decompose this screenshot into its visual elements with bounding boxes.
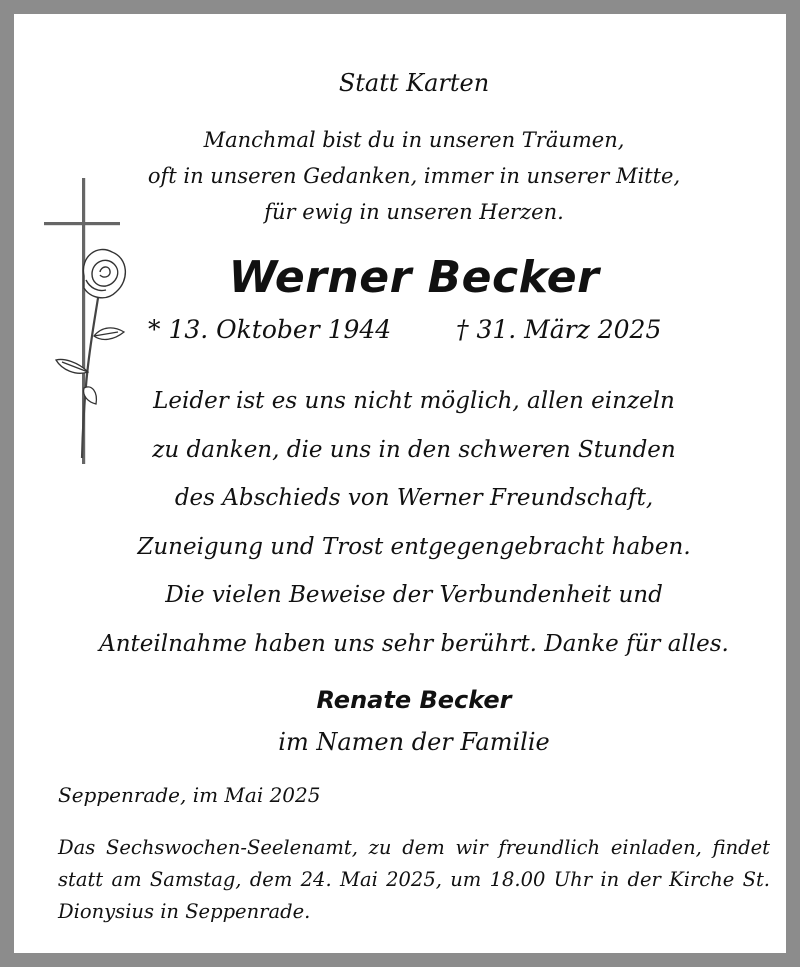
- deceased-name: Werner Becker: [228, 252, 600, 303]
- poem-line: für ewig in unseren Herzen.: [264, 200, 564, 224]
- place-date: Seppenrade, im Mai 2025: [58, 783, 321, 807]
- message-line: Zuneigung und Trost entgegengebracht haben.: [137, 533, 691, 560]
- message-line: Anteilnahme haben uns sehr berührt. Danke für alles.: [99, 630, 729, 657]
- signer-subline: im Namen der Familie: [278, 728, 550, 756]
- message-line: des Abschieds von Werner Freundschaft,: [174, 485, 654, 511]
- message-line: Leider ist es uns nicht möglich, allen einzeln: [153, 388, 675, 414]
- header-text: Statt Karten: [338, 69, 490, 97]
- signer-name: Renate Becker: [316, 686, 512, 714]
- death-date: † 31. März 2025: [456, 315, 662, 344]
- mass-notice: Das Sechswochen-Seelenamt, zu dem wir freundlich einladen, findet statt am Samstag, dem 24. Mai 2025, um 18.00 Uhr in der Kirche St. Dionysius in Seppenrade.: [58, 836, 770, 923]
- thank-you-message: [28, 377, 800, 668]
- poem-line: Manchmal bist du in unseren Träumen,: [203, 128, 625, 152]
- poem-line: oft in unseren Gedanken, immer in unserer Mitte,: [147, 164, 681, 188]
- message-line: zu danken, die uns in den schweren Stunden: [152, 436, 676, 463]
- poem: [28, 122, 800, 230]
- message-line: Die vielen Beweise der Verbundenheit und: [165, 582, 663, 608]
- birth-date: * 13. Oktober 1944: [148, 315, 392, 344]
